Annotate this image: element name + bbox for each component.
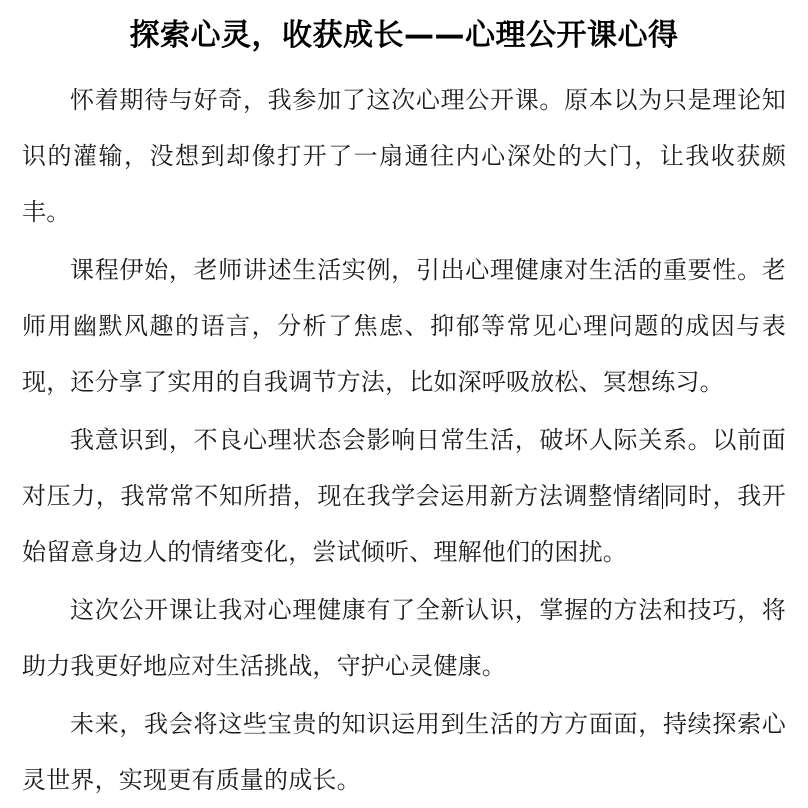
paragraph-text-before-caret: 我意识到，不良心理状态会影响日常生活，破坏人际关系。以前面对压力，我常常不知所措，现在我学会运用新方法调整情绪 xyxy=(22,426,786,510)
page-title: 探索心灵，收获成长——心理公开课心得 xyxy=(129,18,679,53)
paragraph[interactable]: 未来，我会将这些宝贵的知识运用到生活的方方面面，持续探索心灵世界，实现更有质量的成长。 xyxy=(22,710,786,794)
paragraph[interactable]: 课程伊始，老师讲述生活实例，引出心理健康对生活的重要性。老师用幽默风趣的语言，分析了焦虑、抑郁等常见心理问题的成因与表现，还分享了实用的自我调节方法，比如深呼吸放松、冥想练习。 xyxy=(22,256,786,396)
paragraph[interactable]: 这次公开课让我对心理健康有了全新认识，掌握的方法和技巧，将助力我更好地应对生活挑战，守护心灵健康。 xyxy=(22,596,786,680)
paragraph-text-after-caret: 同时，我开始留意身边人的情绪变化，尝试倾听、理解他们的困扰。 xyxy=(22,482,787,566)
paragraph-with-caret[interactable] xyxy=(22,412,786,580)
document-body xyxy=(22,72,786,808)
paragraph[interactable]: 怀着期待与好奇，我参加了这次心理公开课。原本以为只是理论知识的灌输，没想到却像打开了一扇通往内心深处的大门，让我收获颇丰。 xyxy=(22,86,786,226)
